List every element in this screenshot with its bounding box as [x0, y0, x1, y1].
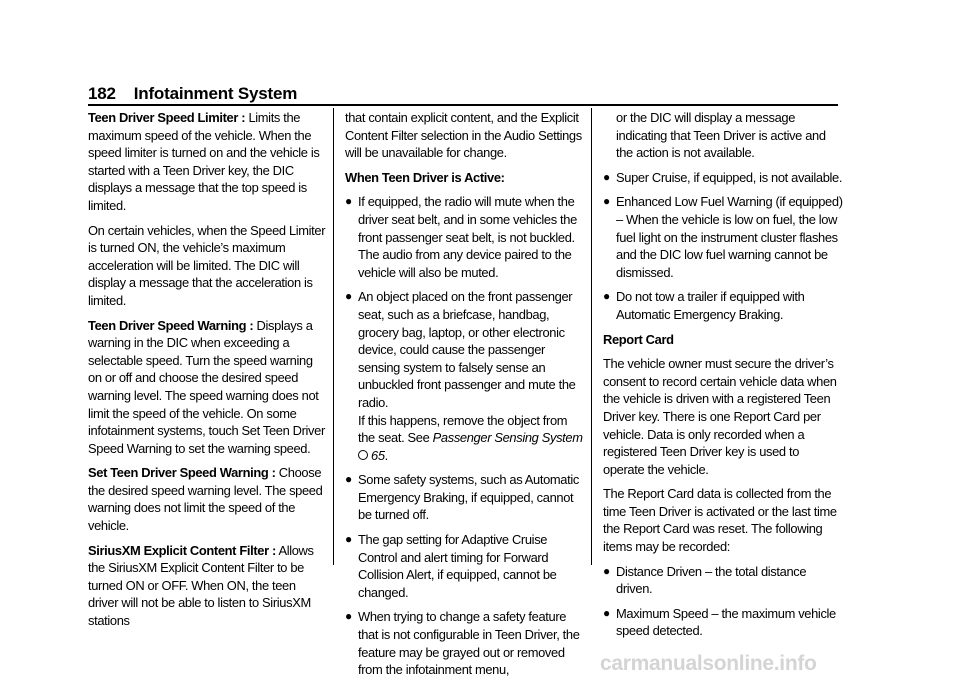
- watermark: carmanualsonline.info: [600, 652, 817, 675]
- list-item: ● If equipped, the radio will mute when the driver seat belt, and in some vehicles the front passenger seat belt, is not buckled. The audio from any device paired to the vehicle will also be muted.: [345, 194, 577, 280]
- page-number: 182: [88, 84, 116, 103]
- paragraph-report-card-data: The Report Card data is collected from the time Teen Driver is activated or the last time the Report Card was reset. The following items may be recorded:: [603, 486, 837, 555]
- list-item: ● The gap setting for Adaptive Cruise Control and alert timing for Forward Collision Alert, if equipped, cannot be changed.: [345, 532, 557, 600]
- bullet-icon: ●: [603, 289, 610, 304]
- paragraph-continued: that contain explicit content, and the Explicit Content Filter selection in the Audio Settings will be unavailable for change.: [345, 110, 582, 161]
- column-divider-2: [591, 108, 592, 565]
- term-set-speed-warning: Set Teen Driver Speed Warning :: [88, 465, 276, 481]
- paragraph-speed-limiter: Teen Driver Speed Limiter : Limits the maximum speed of the vehicle. When the speed limiter is turned on and the vehicle is started with a Teen Driver key, the DIC displays a message that the top speed is limited.: [88, 110, 320, 213]
- bullet-icon: ●: [345, 194, 352, 209]
- list-item-continuation: If this happens, remove the object from the seat. See Passenger Sensing System 65 .: [358, 412, 583, 463]
- bullet-icon: ●: [603, 194, 610, 209]
- list-item: ● Distance Driven – the total distance driven.: [603, 563, 807, 597]
- bullet-icon: ●: [345, 472, 352, 487]
- paragraph-acceleration: On certain vehicles, when the Speed Limiter is turned ON, the vehicle’s maximum acceleration will be limited. The DIC will display a message that the acceleration is limited.: [88, 222, 326, 308]
- heading-report-card: Report Card: [603, 331, 674, 347]
- list-item: ● An object placed on the front passenger seat, such as a briefcase, handbag, grocery bag, laptop, or other electronic device, could cause the passenger sensing system to falsely sense an unbuckled front passenger and mute the radio.: [345, 289, 576, 410]
- list-item-continuation: or the DIC will display a message indicating that Teen Driver is active and the action is not available.: [616, 110, 826, 161]
- bullet-icon: ●: [345, 532, 352, 547]
- list-item: ● Super Cruise, if equipped, is not available.: [603, 169, 843, 185]
- paragraph-explicit-filter: SiriusXM Explicit Content Filter : Allows the SiriusXM Explicit Content Filter to be turned ON or OFF. When ON, the teen driver will not be able to listen to SiriusXM stations: [88, 542, 314, 629]
- page-header: [88, 84, 297, 104]
- paragraph-set-speed-warning: Set Teen Driver Speed Warning : Choose the desired speed warning level. The speed warning does not limit the speed of the vehicle.: [88, 465, 323, 534]
- term-explicit-filter: SiriusXM Explicit Content Filter :: [88, 542, 276, 558]
- section-title: Infotainment System: [133, 84, 298, 103]
- list-item: ● Maximum Speed – the maximum vehicle speed detected.: [603, 605, 836, 639]
- paragraph-speed-warning: Teen Driver Speed Warning : Displays a warning in the DIC when exceeding a selectable speed. Turn the speed warning on or off and choose the desired speed warning level. The speed warning does not limit the speed of the vehicle. On some infotainment systems, touch Set Teen Driver Speed Warning to set the warning speed.: [88, 317, 325, 456]
- column-1: [88, 109, 328, 637]
- page-reference-icon: [358, 450, 368, 460]
- bullet-icon: ●: [603, 169, 610, 184]
- bullet-icon: ●: [345, 289, 352, 304]
- page-reference[interactable]: 65: [358, 447, 385, 465]
- column-divider-1: [333, 108, 334, 565]
- term-speed-limiter: Teen Driver Speed Limiter :: [88, 110, 246, 125]
- heading-teen-driver-active: When Teen Driver is Active:: [345, 169, 505, 185]
- bullet-icon: ●: [603, 605, 610, 620]
- cross-reference-link[interactable]: Passenger Sensing System: [432, 430, 583, 446]
- paragraph-report-card-consent: The vehicle owner must secure the driver’s consent to record certain vehicle data when the vehicle is driven with a registered Teen Driver key. There is one Report Card per vehicle. Data is only recorded when a registered Teen Driver key is used to operate the vehicle.: [603, 356, 837, 477]
- column-3: [603, 109, 843, 647]
- bullet-icon: ●: [345, 609, 352, 624]
- list-item: ● Some safety systems, such as Automatic Emergency Braking, if equipped, cannot be turned off.: [345, 472, 579, 523]
- list-item: ● When trying to change a safety feature that is not configurable in Teen Driver, the feature may be grayed out or removed from the infotainment menu,: [345, 609, 580, 678]
- term-speed-warning: Teen Driver Speed Warning :: [88, 317, 254, 333]
- column-2: [345, 109, 585, 686]
- list-item: ● Enhanced Low Fuel Warning (if equipped) – When the vehicle is low on fuel, the low fuel light on the instrument cluster flashes and the DIC low fuel warning cannot be dismissed.: [603, 194, 843, 280]
- header-rule: [88, 104, 838, 106]
- list-item: ● Do not tow a trailer if equipped with Automatic Emergency Braking.: [603, 289, 805, 322]
- bullet-icon: ●: [603, 563, 610, 578]
